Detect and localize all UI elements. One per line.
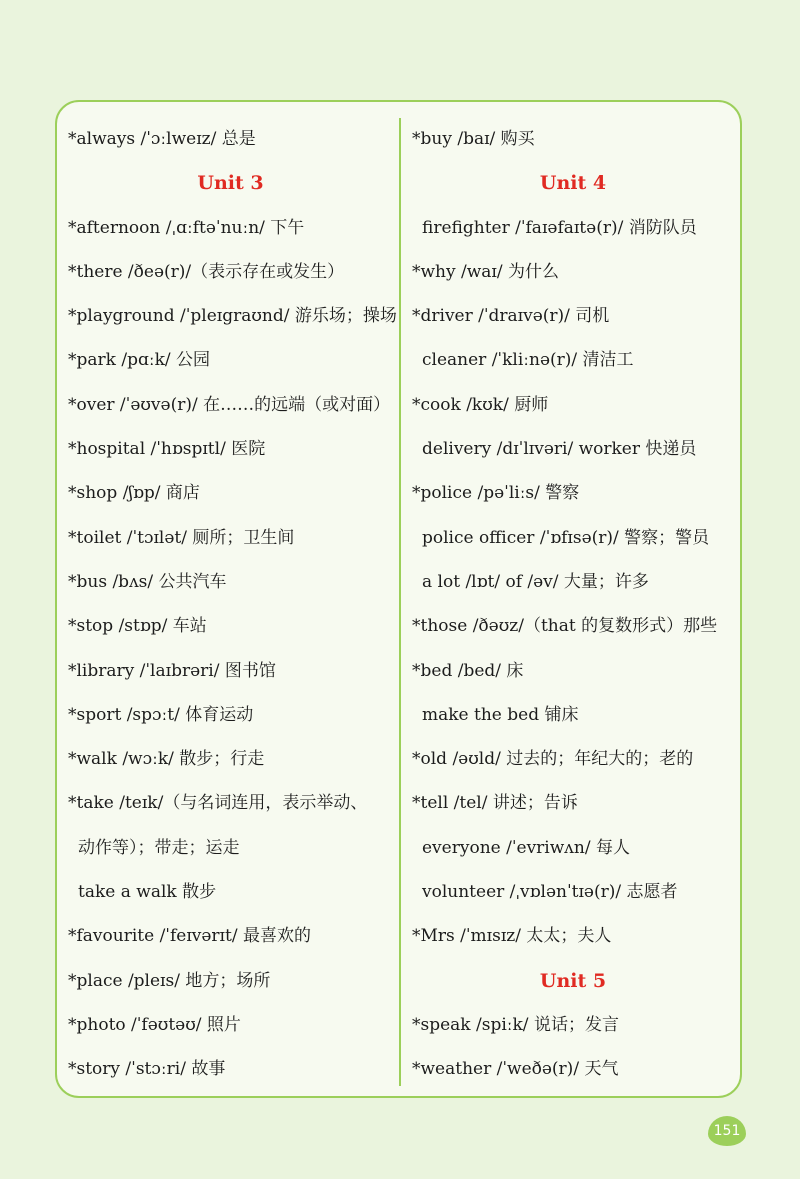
vocab-entry: *afternoon /ˌɑːftəˈnuːn/ 下午 [68, 217, 305, 238]
vocab-entry: *story /ˈstɔːri/ 故事 [68, 1059, 226, 1080]
unit-heading: Unit 3 [197, 172, 264, 195]
vocab-entry: *bus /bʌs/ 公共汽车 [68, 571, 227, 592]
vocab-sub-entry: everyone /ˈevriwʌn/ 每人 [422, 837, 630, 858]
vocab-entry: *shop /ʃɒp/ 商店 [68, 483, 200, 504]
vocab-entry: *always /ˈɔːlweɪz/ 总是 [68, 129, 256, 149]
vocab-entry: *park /pɑːk/ 公园 [68, 350, 211, 371]
vocab-entry: *library /ˈlaɪbrəri/ 图书馆 [68, 660, 276, 681]
vocab-entry: *cook /kʊk/ 厨师 [412, 394, 549, 415]
vocab-sub-entry: 动作等）；带走；运走 [78, 837, 240, 858]
left-column [68, 117, 397, 1092]
vocab-sub-entry: cleaner /ˈkliːnə(r)/ 清洁工 [422, 350, 634, 371]
vocab-entry: *there /ðeə(r)/（表示存在或发生） [68, 261, 345, 282]
vocab-sub-entry: delivery /dɪˈlɪvəri/ worker 快递员 [422, 439, 697, 460]
vocab-entry: *photo /ˈfəʊtəʊ/ 照片 [68, 1014, 241, 1035]
vocab-entry: *driver /ˈdraɪvə(r)/ 司机 [412, 306, 610, 327]
vocab-entry: *take /teɪk/（与名词连用，表示举动、 [68, 793, 368, 814]
vocab-entry: *hospital /ˈhɒspɪtl/ 医院 [68, 439, 266, 460]
vocab-entry: *old /əʊld/ 过去的；年纪大的；老的 [412, 749, 694, 770]
unit-heading: Unit 4 [539, 172, 607, 195]
vocab-entry: *stop /stɒp/ 车站 [68, 616, 207, 637]
vocab-sub-entry: firefighter /ˈfaɪəfaɪtə(r)/ 消防队员 [422, 217, 697, 238]
vocab-entry: *place /pleɪs/ 地方；场所 [68, 970, 271, 991]
column-divider [399, 118, 401, 1086]
vocab-sub-entry: a lot /lɒt/ of /əv/ 大量；许多 [422, 571, 649, 592]
unit-heading: Unit 5 [539, 969, 607, 992]
vocab-entry: *those /ðəʊz/（that 的复数形式）那些 [412, 616, 718, 637]
vocab-entry: *weather /ˈweðə(r)/ 天气 [412, 1059, 619, 1080]
vocab-entry: *toilet /ˈtɔɪlət/ 厕所；卫生间 [68, 527, 295, 548]
vocab-entry: *tell /tel/ 讲述；告诉 [412, 793, 578, 814]
right-column [412, 117, 734, 1092]
vocab-entry: *police /pəˈliːs/ 警察 [412, 483, 580, 504]
vocab-entry: *why /waɪ/ 为什么 [412, 261, 559, 282]
vocab-entry: *buy /baɪ/ 购买 [412, 129, 535, 149]
page-number-badge: 151 [708, 1116, 746, 1146]
vocab-sub-entry: police officer /ˈɒfɪsə(r)/ 警察；警员 [422, 527, 710, 548]
vocab-entry: *bed /bed/ 床 [412, 660, 524, 681]
vocab-entry: *speak /spiːk/ 说话；发言 [412, 1014, 619, 1035]
vocab-entry: *favourite /ˈfeɪvərɪt/ 最喜欢的 [68, 926, 311, 947]
vocab-entry: *over /ˈəʊvə(r)/ 在……的远端（或对面） [68, 394, 391, 415]
vocab-entry: *walk /wɔːk/ 散步；行走 [68, 749, 265, 770]
vocab-entry: *playground /ˈpleɪgraʊnd/ 游乐场；操场 [68, 306, 397, 327]
vocab-sub-entry: take a walk 散步 [78, 882, 217, 903]
vocab-entry: *sport /spɔːt/ 体育运动 [68, 704, 254, 725]
vocab-sub-entry: make the bed 铺床 [422, 704, 579, 725]
vocab-sub-entry: volunteer /ˌvɒlənˈtɪə(r)/ 志愿者 [422, 882, 678, 903]
vocab-entry: *Mrs /ˈmɪsɪz/ 太太；夫人 [412, 926, 612, 947]
